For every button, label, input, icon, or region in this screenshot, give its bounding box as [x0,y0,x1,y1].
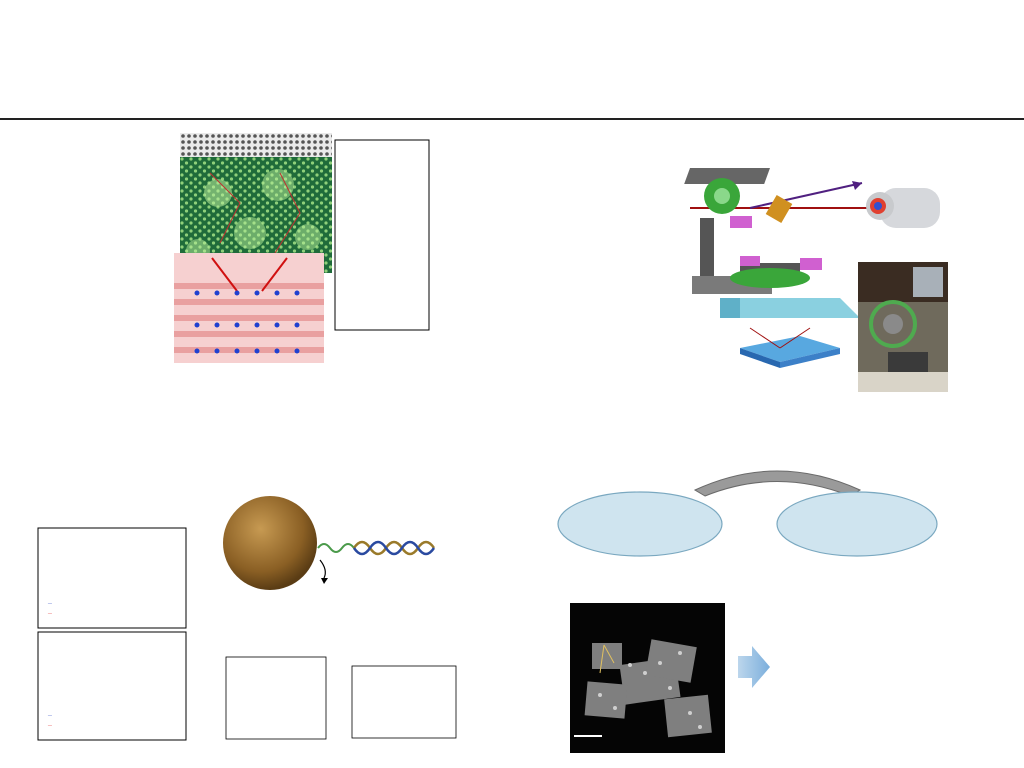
plot2-saxs-legend: _ [48,710,52,717]
stem-image [570,603,725,753]
title-divider [0,118,1024,120]
plot1-dft-legend: _ [48,608,52,615]
ag-exafs-plot [330,648,465,758]
characterization-list [800,583,1000,593]
plot2-dft-legend: _ [48,720,52,727]
ag-xanes-plot [208,647,333,759]
xsw-yield-plot [305,135,453,363]
diffractometer-illustration [600,168,1020,400]
right-arrow-icon [738,646,770,688]
ion-distribution-plots [0,495,198,768]
catalysis-diagram [555,462,1000,582]
lab-setup-photo [858,262,948,392]
plot1-saxs-legend: _ [48,598,52,605]
dna-np-schematic [220,490,470,610]
